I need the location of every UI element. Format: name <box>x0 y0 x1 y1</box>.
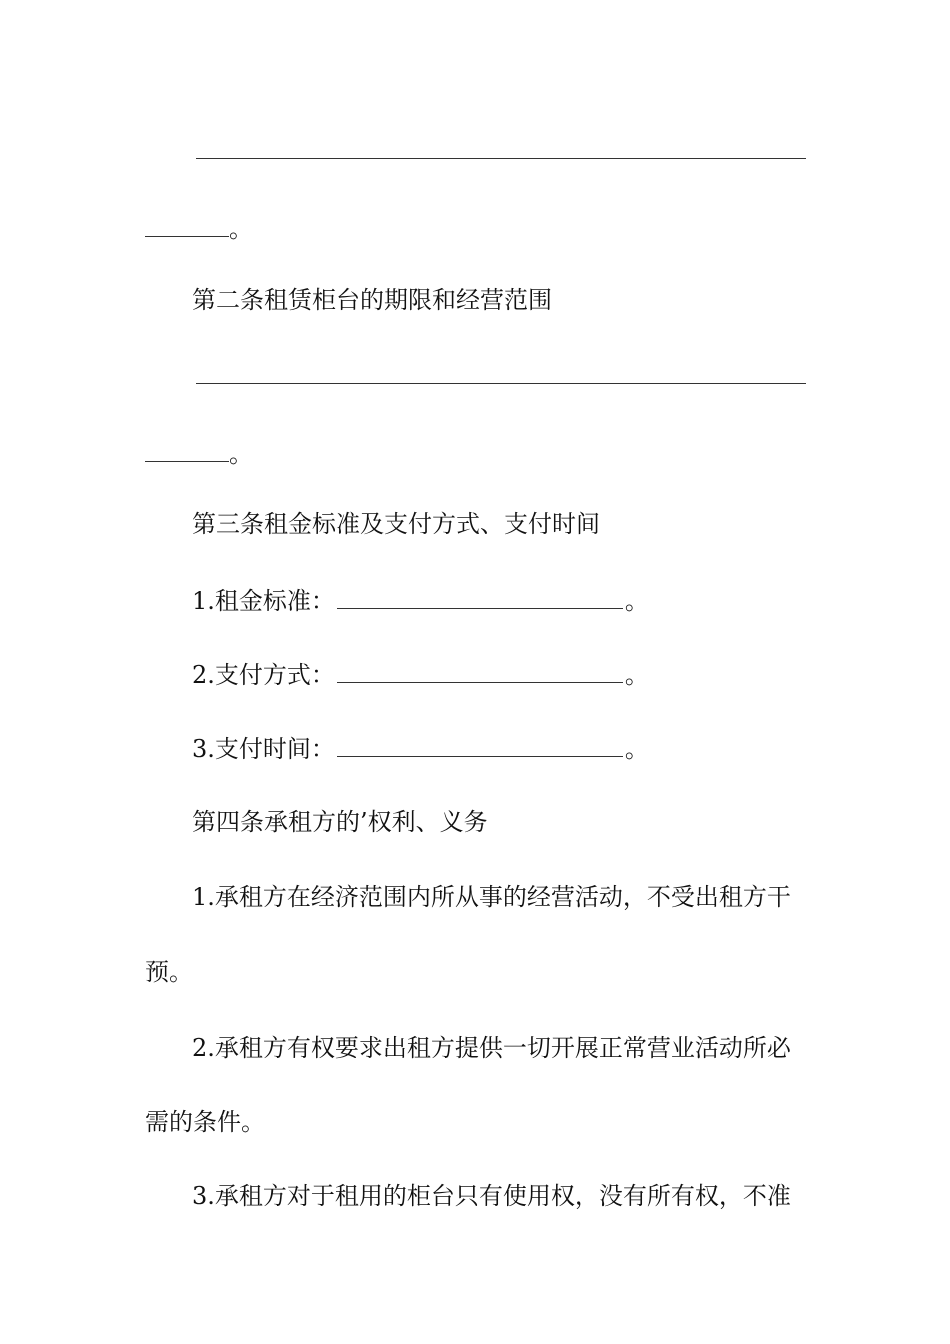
article4-item1-line1: 1.承租方在经济范围内所从事的经营活动，不受出租方干 <box>192 883 791 911</box>
rent-standard-label: 1.租金标准： <box>192 587 335 615</box>
period-5: 。 <box>624 735 649 763</box>
article3-item2 <box>192 658 649 691</box>
article4-item2-line2: 需的条件。 <box>145 1108 265 1136</box>
payment-time-label: 3.支付时间： <box>192 735 335 763</box>
article4-item1-line2: 预。 <box>145 958 193 986</box>
period-4: 。 <box>624 661 649 689</box>
payment-time-blank <box>337 732 623 757</box>
period-3: 。 <box>624 587 649 615</box>
payment-method-blank <box>337 658 623 683</box>
article3-item3 <box>192 732 649 765</box>
fill-in-tail-1 <box>145 212 253 245</box>
article3-title: 第三条租金标准及支付方式、支付时间 <box>192 510 600 538</box>
article4-item2-line1: 2.承租方有权要求出租方提供一切开展正常营业活动所必 <box>192 1034 791 1062</box>
payment-method-label: 2.支付方式： <box>192 661 335 689</box>
fill-in-rule-1 <box>196 158 806 159</box>
fill-in-blank-2 <box>145 437 229 462</box>
fill-in-blank-1 <box>145 212 229 237</box>
period-2: 。 <box>229 440 253 468</box>
rent-standard-blank <box>337 584 623 609</box>
article3-item1 <box>192 584 649 617</box>
article4-item3-line1: 3.承租方对于租用的柜台只有使用权，没有所有权，不准 <box>192 1182 791 1210</box>
article4-title: 第四条承租方的’权利、义务 <box>192 808 488 836</box>
period-1: 。 <box>229 215 253 243</box>
article2-title: 第二条租赁柜台的期限和经营范围 <box>192 286 552 314</box>
fill-in-tail-2 <box>145 437 253 470</box>
fill-in-rule-2 <box>196 383 806 384</box>
